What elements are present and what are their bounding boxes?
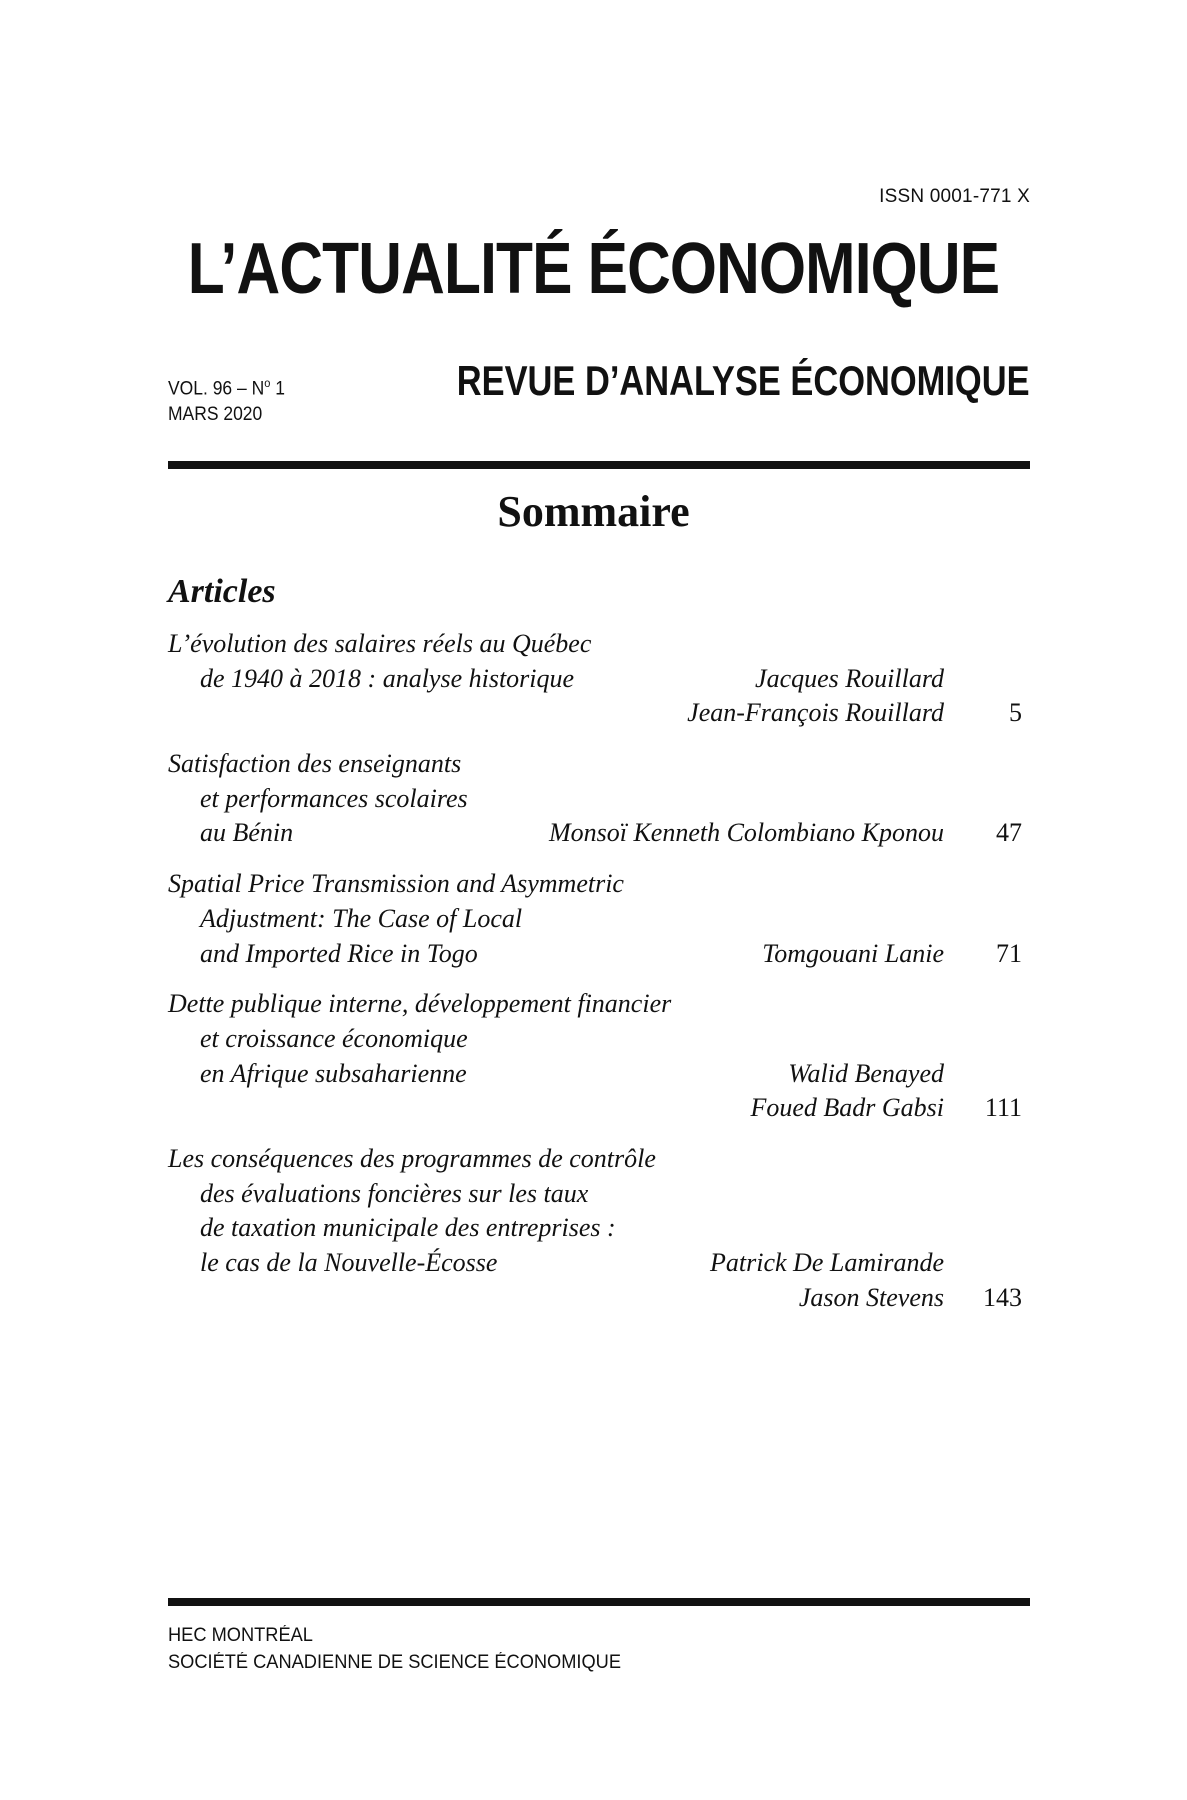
toc-entry: [168, 867, 1030, 971]
page-number: 71: [996, 938, 1022, 968]
toc-line: [168, 1177, 1030, 1212]
page-number: 47: [996, 818, 1022, 848]
article-title-line: et performances scolaires: [200, 783, 468, 813]
article-title-line: L’évolution des salaires réels au Québec: [168, 629, 592, 658]
article-title-line: Satisfaction des enseignants: [168, 749, 462, 779]
article-title-line: Dette publique interne, développement financier: [168, 989, 672, 1019]
article-author: Jacques Rouillard: [755, 663, 944, 693]
toc-line: [168, 1022, 1030, 1057]
issue-date: MARS 2020: [168, 404, 263, 426]
article-title-line: des évaluations foncières sur les taux: [200, 1178, 589, 1208]
page-number: 5: [1009, 698, 1022, 728]
toc-line: [168, 627, 1030, 662]
article-author: Monsoï Kenneth Colombiano Kponou: [548, 818, 944, 848]
toc-entry: [168, 747, 1030, 851]
volume-label: VOL. 96 – N: [168, 378, 265, 400]
toc-line: [168, 816, 1030, 851]
journal-subtitle: REVUE D’ANALYSE ÉCONOMIQUE: [457, 357, 1030, 404]
issue-number: 1: [270, 378, 285, 400]
toc-line: [168, 1091, 1030, 1126]
bottom-divider: [168, 1598, 1030, 1606]
volume-number: [168, 370, 285, 402]
article-author: Foued Badr Gabsi: [750, 1093, 944, 1123]
article-author: Jean-François Rouillard: [687, 698, 944, 728]
article-author: Jason Stevens: [798, 1282, 944, 1312]
society-name: SOCIÉTÉ CANADIENNE DE SCIENCE ÉCONOMIQUE: [168, 1652, 622, 1673]
toc-entry: [168, 1142, 1030, 1315]
page-number: 111: [984, 1093, 1022, 1123]
article-title-line: Adjustment: The Case of Local: [200, 903, 523, 933]
toc-line: [168, 1057, 1030, 1092]
issn: ISSN 0001-771 X: [879, 186, 1030, 207]
toc-line: [168, 902, 1030, 937]
article-title-line: le cas de la Nouvelle-Écosse: [200, 1248, 498, 1277]
number-superscript: o: [264, 376, 271, 390]
top-divider: [168, 461, 1030, 469]
contents-title: Sommaire: [497, 487, 690, 536]
article-title-line: Spatial Price Transmission and Asymmetric: [168, 869, 624, 899]
article-title-line: au Bénin: [200, 818, 294, 848]
article-title-line: Les conséquences des programmes de contrôle: [168, 1143, 656, 1173]
toc-line: [168, 782, 1030, 817]
issue-info: [168, 370, 295, 428]
toc-line: [168, 987, 1030, 1022]
journal-title: L’ACTUALITÉ ÉCONOMIQUE: [187, 229, 1000, 309]
article-title-line: en Afrique subsaharienne: [200, 1058, 467, 1088]
toc-entry: [168, 987, 1030, 1126]
toc-line: [168, 867, 1030, 902]
article-author: Walid Benayed: [788, 1058, 944, 1088]
article-title-line: et croissance économique: [200, 1023, 468, 1053]
article-title-line: de taxation municipale des entreprises :: [200, 1213, 616, 1243]
toc-line: [168, 662, 1030, 697]
article-author: Tomgouani Lanie: [762, 938, 944, 968]
toc-entry: [168, 627, 1030, 731]
toc-line: [168, 937, 1030, 972]
toc-line: [168, 696, 1030, 731]
publisher-block: [168, 1622, 640, 1676]
page-number: 143: [983, 1282, 1022, 1312]
toc-line: [168, 747, 1030, 782]
toc-line: [168, 1246, 1030, 1281]
article-title-line: de 1940 à 2018 : analyse historique: [200, 663, 575, 693]
section-heading: Articles: [168, 573, 276, 610]
toc-line: [168, 1211, 1030, 1246]
publisher-name: HEC MONTRÉAL: [168, 1625, 313, 1646]
article-author: Patrick De Lamirande: [710, 1248, 944, 1277]
toc-line: [168, 1142, 1030, 1177]
article-title-line: and Imported Rice in Togo: [200, 938, 478, 968]
toc-line: [168, 1281, 1030, 1316]
table-of-contents: [168, 627, 1030, 1331]
